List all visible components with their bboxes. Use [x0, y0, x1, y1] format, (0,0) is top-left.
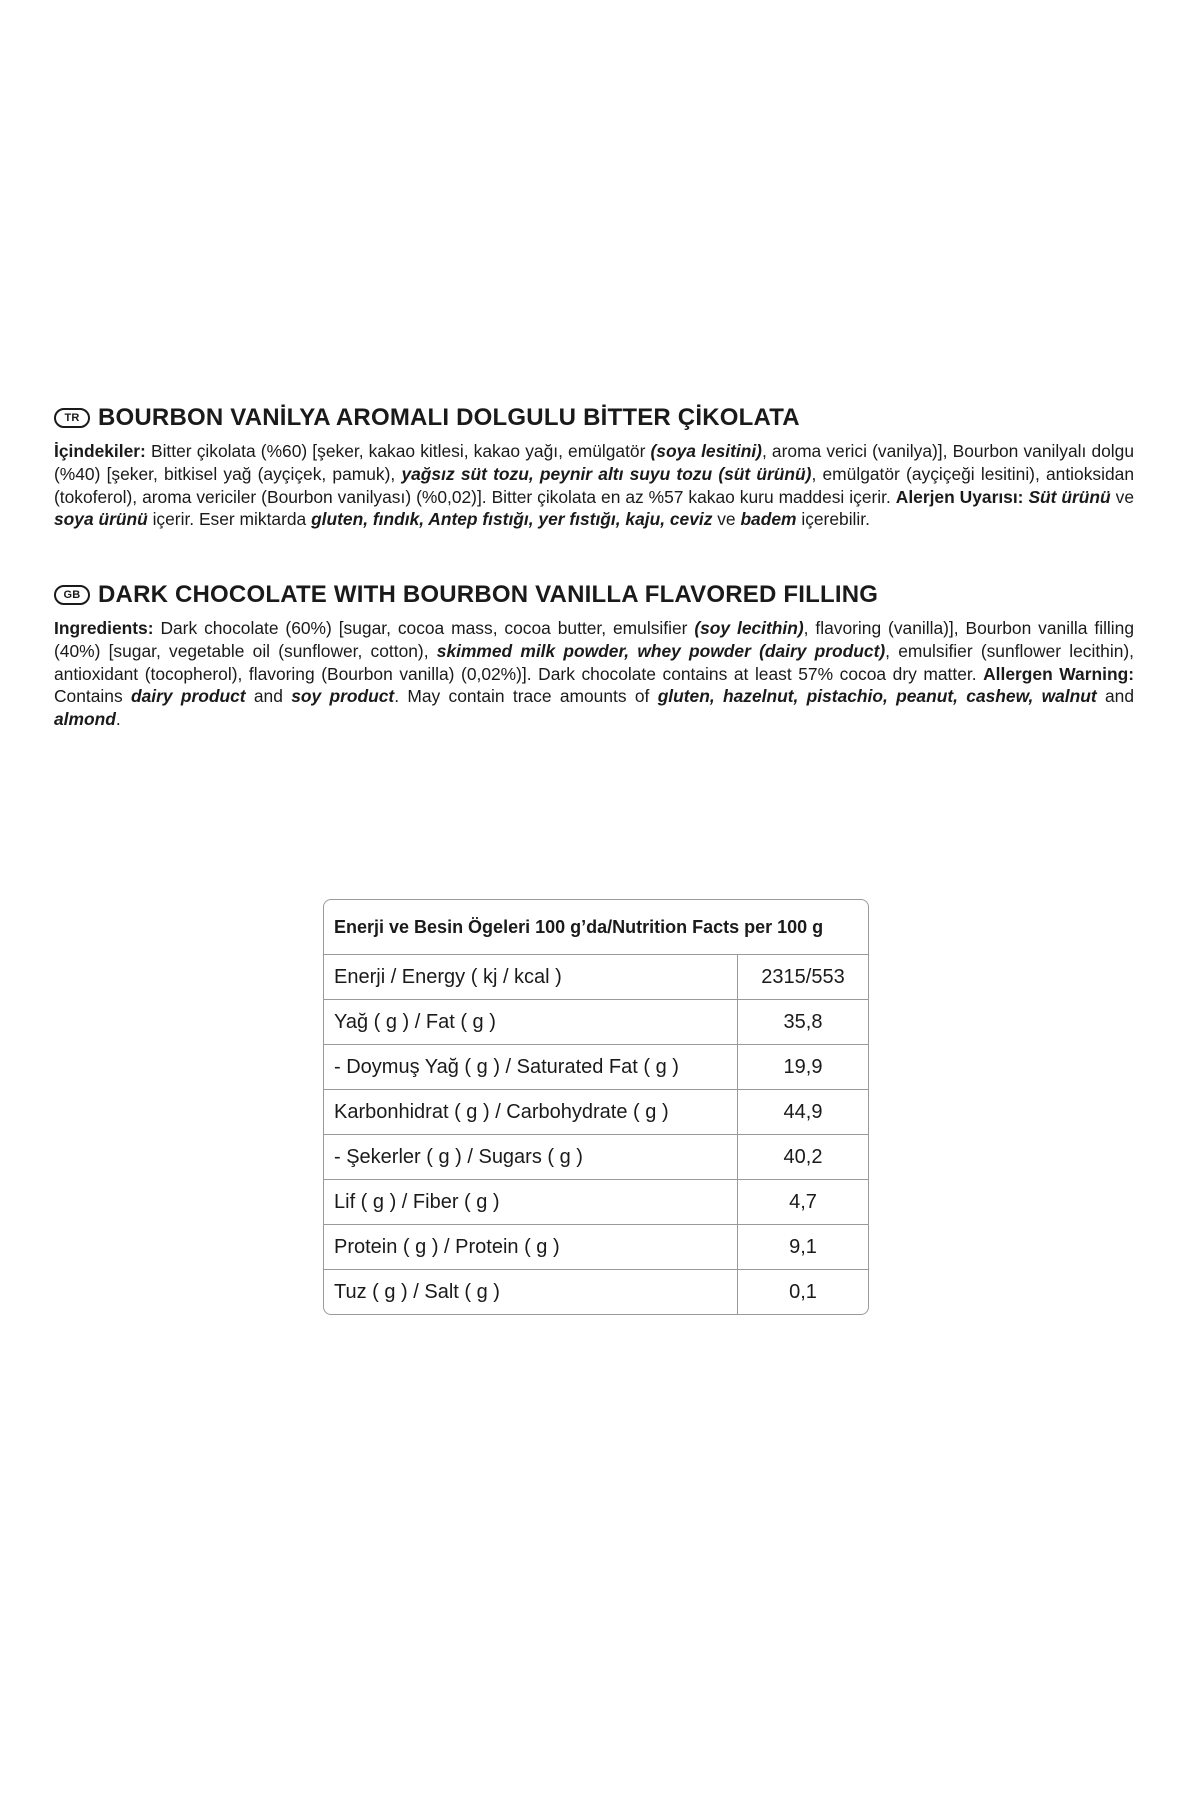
nutrient-label: Lif ( g ) / Fiber ( g ): [324, 1179, 737, 1224]
nutrient-value: 9,1: [737, 1224, 868, 1269]
nutrition-table: [323, 899, 869, 1315]
table-row: [324, 1089, 868, 1134]
nutrient-value: 4,7: [737, 1179, 868, 1224]
nutrient-value: 0,1: [737, 1269, 868, 1314]
english-ingredients: Ingredients: Dark chocolate (60%) [sugar, cocoa mass, cocoa butter, emulsifier (soy lecithin), flavoring (vanilla)], Bourbon vanilla filling (40%) [sugar, vegetable oil (sunflower, cotton), skimmed milk powder, whey powder (dairy product), emulsifier (sunflower lecithin), antioxidant (tocopherol), flavoring (Bourbon vanilla) (0,02%)]. Dark chocolate contains at least 57% cocoa dry matter. Allergen Warning: Contains dairy product and soy product. May contain trace amounts of gluten, hazelnut, pistachio, peanut, cashew, walnut and almond.: [54, 618, 1135, 730]
table-row: [324, 1224, 868, 1269]
english-section: [54, 579, 1134, 731]
table-row: [324, 1179, 868, 1224]
nutrient-value: 2315/553: [737, 955, 868, 999]
turkish-heading: [54, 402, 1134, 434]
english-heading: [54, 579, 1134, 611]
nutrient-label: Enerji / Energy ( kj / kcal ): [334, 965, 562, 988]
allergen-label-tr: Alerjen Uyarısı:: [895, 486, 1024, 507]
table-row: [324, 1269, 868, 1314]
table-row: [324, 955, 868, 999]
gb-language-badge: GB: [54, 585, 90, 605]
turkish-ingredients: İçindekiler: Bitter çikolata (%60) [şeker, kakao kitlesi, kakao yağı, emülgatör (soya lesitini), aroma verici (vanilya)], Bourbon vanilyalı dolgu (%40) [şeker, bitkisel yağ (ayçiçek, pamuk), yağsız süt tozu, peynir altı suyu tozu (süt ürünü), emülgatör (ayçiçeği lesitini), antioksidan (tokoferol), aroma vericiler (Bourbon vanilyası) (%0,02)]. Bitter çikolata en az %57 kakao kuru maddesi içerir. Alerjen Uyarısı: Süt ürünü ve soya ürünü içerir. Eser miktarda gluten, fındık, Antep fıstığı, yer fıstığı, kaju, ceviz ve badem içerebilir.: [54, 441, 1135, 530]
nutrient-label: - Doymuş Yağ ( g ) / Saturated Fat ( g ): [324, 1044, 737, 1089]
allergen-label-gb: Allergen Warning:: [983, 663, 1134, 684]
nutrient-label: Protein ( g ) / Protein ( g ): [324, 1224, 737, 1269]
nutrient-value: 35,8: [737, 999, 868, 1044]
ingredients-label-tr: İçindekiler:: [54, 441, 146, 461]
ingredients-label-gb: Ingredients:: [54, 618, 154, 638]
nutrient-value: 40,2: [737, 1134, 868, 1179]
turkish-section: [54, 402, 1134, 531]
table-row: [324, 1044, 868, 1089]
english-title: DARK CHOCOLATE WITH BOURBON VANILLA FLAVORED FILLING: [98, 581, 879, 608]
turkish-title: BOURBON VANİLYA AROMALI DOLGULU BİTTER ÇİKOLATA: [98, 404, 800, 431]
nutrient-label: Karbonhidrat ( g ) / Carbohydrate ( g ): [324, 1089, 737, 1134]
nutrient-value: 44,9: [737, 1089, 868, 1134]
table-row: [324, 1134, 868, 1179]
nutrient-value: 19,9: [737, 1044, 868, 1089]
nutrient-label: Tuz ( g ) / Salt ( g ): [324, 1269, 737, 1314]
nutrition-header-row: [324, 900, 868, 955]
nutrition-header: Enerji ve Besin Ögeleri 100 g’da/Nutrition Facts per 100 g: [324, 900, 868, 955]
tr-language-badge: TR: [54, 408, 90, 428]
nutrient-label: Yağ ( g ) / Fat ( g ): [324, 999, 737, 1044]
table-row: [324, 999, 868, 1044]
nutrient-label: - Şekerler ( g ) / Sugars ( g ): [324, 1134, 737, 1179]
